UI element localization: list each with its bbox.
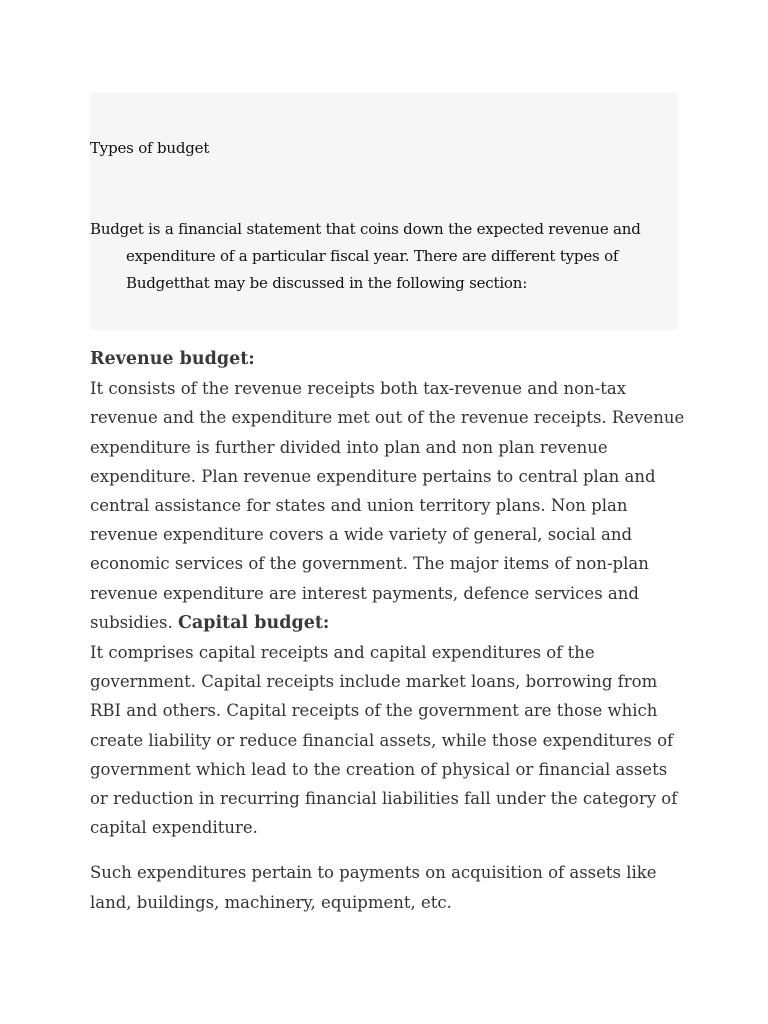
revenue-budget-paragraph [90, 374, 690, 638]
intro-box [90, 93, 678, 330]
main-content [90, 345, 690, 917]
intro-title: Types of budget [90, 139, 210, 157]
capital-budget-heading: Capital budget: [177, 612, 330, 633]
capital-budget-body-2: Such expenditures pertain to payments on acquisition of assets like land, buildings, machinery, equipment, etc. [90, 863, 657, 912]
revenue-budget-heading: Revenue budget: [90, 349, 255, 369]
capital-budget-body: It comprises capital receipts and capital expenditures of the government. Capital receipts include market loans, borrowing from RBI and others. Capital receipts of the government are those which create liability or reduce financial assets, while those expenditures of government which lead to the creation of physical or financial assets or reduction in recurring financial liabilities fall under the category of capital expenditure. [90, 643, 678, 838]
revenue-budget-body: It consists of the revenue receipts both tax-revenue and non-tax revenue and the expenditure met out of the revenue receipts. Revenue expenditure is further divided into plan and non plan revenue expenditure. Plan revenue expenditure pertains to central plan and central assistance for states and union territory plans. Non plan revenue expenditure covers a wide variety of general, social and economic services of the government. The major items of non-plan revenue expenditure are interest payments, defence services and subsidies. [90, 379, 685, 632]
intro-paragraph: Budget is a financial statement that coins down the expected revenue and expenditure of a particular fiscal year. There are different types of Budgetthat may be discussed in the following section: [90, 220, 641, 292]
